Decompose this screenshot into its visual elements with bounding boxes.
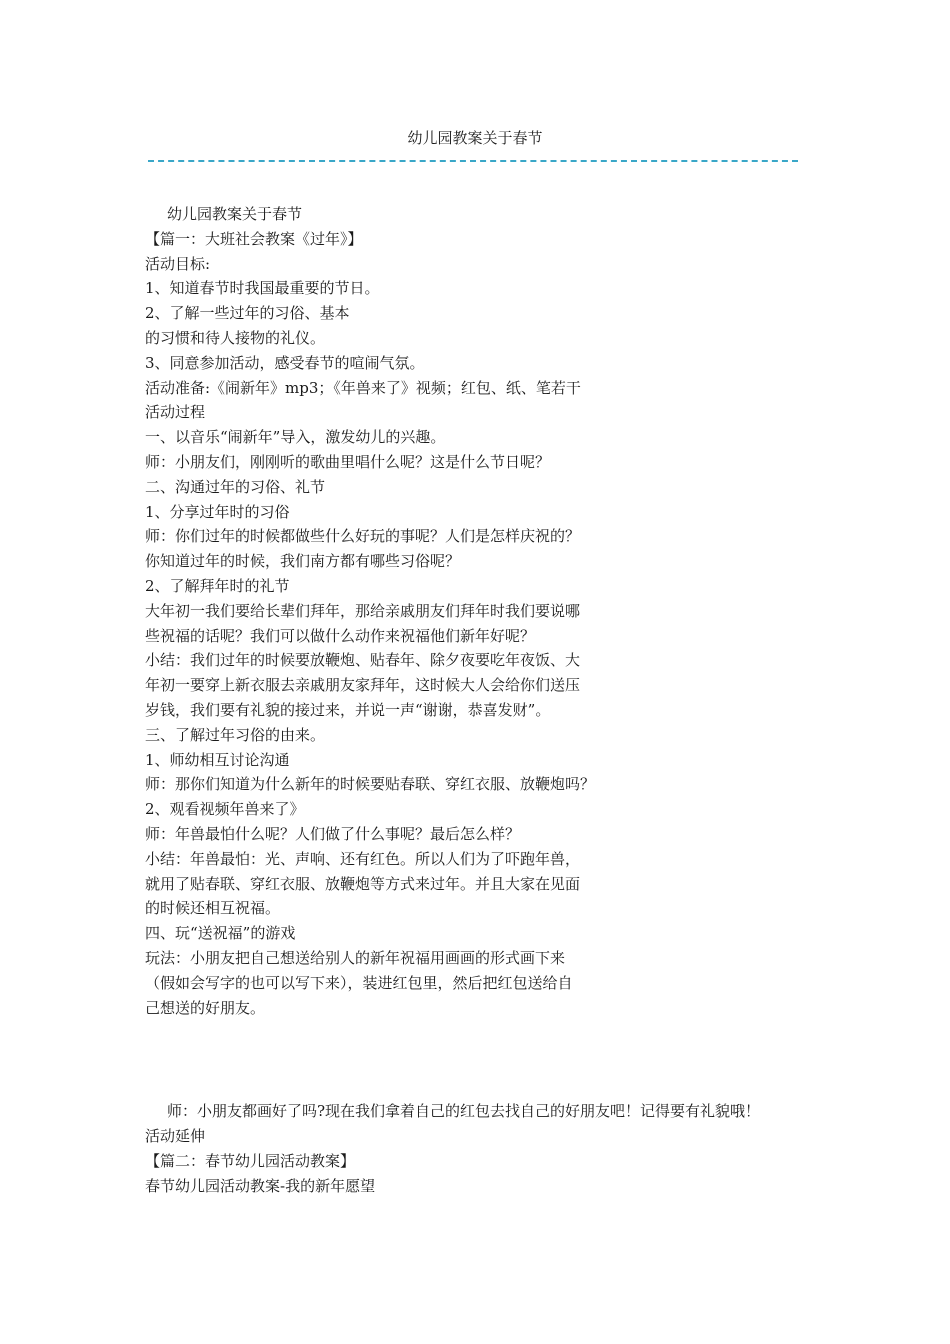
body-line: 活动准备:《闹新年》mp3；《年兽来了》视频；红包、纸、笔若干 (145, 378, 581, 397)
body-line: 玩法：小朋友把自己想送给别人的新年祝福用画画的形式画下来 (145, 948, 566, 967)
body-line: 大年初一我们要给长辈们拜年，那给亲戚朋友们拜年时我们要说哪 (145, 601, 581, 620)
body-line: 小结：我们过年的时候要放鞭炮、贴春年、除夕夜要吃年夜饭、大 (145, 651, 581, 670)
body-line: 的时候还相互祝福。 (145, 899, 281, 918)
body-paragraph: 师：小朋友都画好了吗?现在我们拿着自己的红包去找自己的好朋友吧！记得要有礼貌哦！ (167, 1102, 761, 1120)
body-line: 师：年兽最怕什么呢？人们做了什么事呢？最后怎么样？ (145, 824, 521, 843)
page-title: 幼儿园教案关于春节 (407, 129, 543, 147)
body-line: 活动延伸 (145, 1127, 206, 1145)
body-line: 一、以音乐“闹新年”导入，激发幼儿的兴趣。 (145, 428, 446, 447)
body-line: 【篇一：大班社会教案《过年》】 (145, 229, 363, 248)
body-line: 年初一要穿上新衣服去亲戚朋友家拜年，这时候大人会给你们送压 (145, 676, 581, 695)
body-line: 2、了解一些过年的习俗、基本 (145, 304, 350, 323)
body-line: 的习惯和待人接物的礼仪。 (145, 328, 326, 347)
title-divider (148, 160, 798, 162)
body-line: 2、观看视频年兽来了》 (145, 800, 305, 819)
body-line: 幼儿园教案关于春节 (167, 205, 303, 223)
body-line: 2、了解拜年时的礼节 (145, 576, 290, 595)
body-line: 你知道过年的时候，我们南方都有哪些习俗呢？ (145, 552, 461, 571)
body-line: 1、师幼相互讨论沟通 (145, 750, 290, 769)
body-line: 1、分享过年时的习俗 (145, 502, 290, 521)
body-line: 师：你们过年的时候都做些什么好玩的事呢？人们是怎样庆祝的？ (145, 527, 581, 546)
body-line: 岁钱，我们要有礼貌的接过来，并说一声“谢谢，恭喜发财”。 (145, 700, 551, 719)
body-line: 活动过程 (145, 403, 206, 422)
document-body (145, 202, 665, 1020)
body-line: 二、沟通过年的习俗、礼节 (145, 477, 326, 496)
body-line: 师：小朋友们，刚刚听的歌曲里唱什么呢？这是什么节日呢？ (145, 452, 551, 471)
body-line: 己想送的好朋友。 (145, 998, 266, 1017)
body-line: 3、同意参加活动，感受春节的喧闹气氛。 (145, 353, 425, 372)
body-line: 1、知道春节时我国最重要的节日。 (145, 279, 380, 298)
body-line: 春节幼儿园活动教案-我的新年愿望 (145, 1176, 376, 1195)
body-line: 三、了解过年习俗的由来。 (145, 725, 326, 744)
body-line: 四、玩“送祝福”的游戏 (145, 924, 296, 943)
body-line: 师：那你们知道为什么新年的时候要贴春联、穿红衣服、放鞭炮吗？ (145, 775, 596, 794)
body-line: 小结：年兽最怕：光、声响、还有红色。所以人们为了吓跑年兽， (145, 849, 581, 868)
body-line: 些祝福的话呢？我们可以做什么动作来祝福他们新年好呢？ (145, 626, 536, 645)
document-tail (145, 1098, 813, 1198)
body-line: 活动目标: (145, 254, 211, 273)
body-line: 就用了贴春联、穿红衣服、放鞭炮等方式来过年。并且大家在见面 (145, 874, 581, 893)
body-line: （假如会写字的也可以写下来），装进红包里，然后把红包送给自 (145, 973, 573, 992)
body-line: 【篇二：春节幼儿园活动教案】 (145, 1151, 356, 1170)
